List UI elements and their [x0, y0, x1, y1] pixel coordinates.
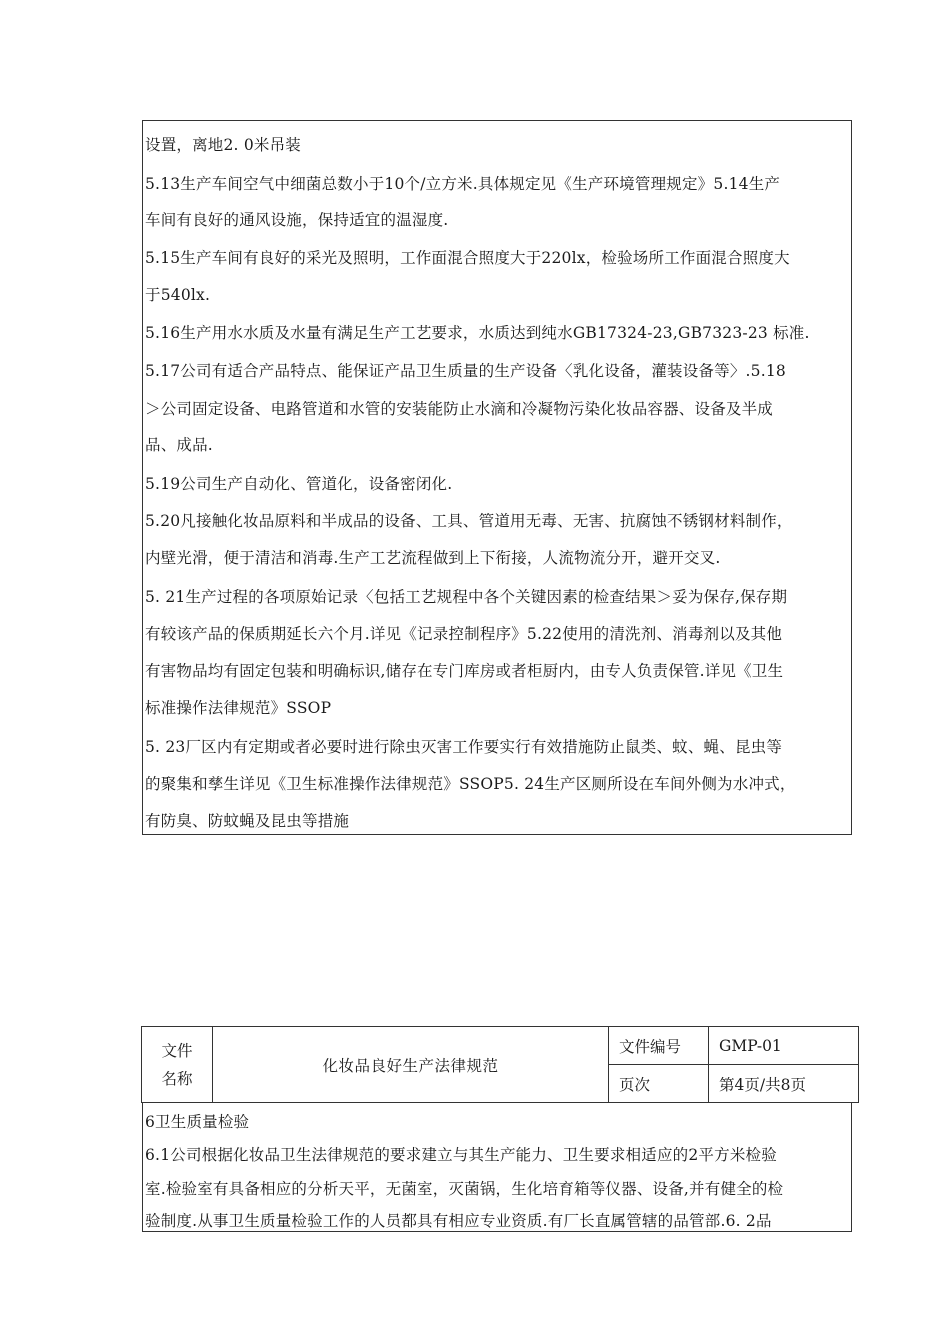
- text-line: 5. 23厂区内有定期或者必要时进行除虫灭害工作要实行有效措施防止鼠类、蚊、蝇、昆虫等: [145, 738, 783, 756]
- text-line: 室.检验室有具备相应的分析天平，无菌室，灭菌锅，生化培育箱等仪器、设备,并有健全的检: [145, 1180, 784, 1198]
- text-line: 验制度.从事卫生质量检验工作的人员都具有相应专业资质.有厂长直属管辖的品管部.6. 2品: [145, 1212, 772, 1230]
- page-value: 第4页/共8页: [709, 1065, 859, 1103]
- file-name-label-line1: 文件: [161, 1041, 193, 1060]
- text-line: 5.20凡接触化妆品原料和半成品的设备、工具、管道用无毒、无害、抗腐蚀不锈钢材料制作，: [145, 512, 793, 530]
- document-header-table: [141, 1026, 859, 1103]
- file-name-label-line2: 名称: [161, 1069, 193, 1088]
- text-line: 5.19公司生产自动化、管道化，设备密闭化.: [145, 475, 453, 493]
- text-line: 于540lx.: [145, 286, 211, 304]
- text-line: 有较该产品的保质期延长六个月.详见《记录控制程序》5.22使用的清洗剂、消毒剂以及其他: [145, 625, 783, 643]
- text-line: 5.13生产车间空气中细菌总数小于10个/立方米.具体规定见《生产环境管理规定》5.14生产: [145, 175, 781, 193]
- text-line: 5.17公司有适合产品特点、能保证产品卫生质量的生产设备〈乳化设备，灌装设备等〉.5.18: [145, 362, 786, 380]
- text-line: 5. 21生产过程的各项原始记录〈包括工艺规程中各个关键因素的检查结果＞妥为保存,保存期: [145, 588, 788, 606]
- text-line: 标准操作法律规范》SSOP: [145, 699, 332, 717]
- text-line: 5.16生产用水水质及水量有满足生产工艺要求，水质达到纯水GB17324-23,GB7323-23 标准.: [145, 324, 810, 342]
- text-line: 的聚集和孳生详见《卫生标准操作法律规范》SSOP5. 24生产区厕所设在车间外侧为水冲式，: [145, 775, 796, 793]
- text-line: ＞公司固定设备、电路管道和水管的安装能防止水滴和冷凝物污染化妆品容器、设备及半成: [145, 400, 774, 418]
- section5-content-box: [142, 120, 852, 835]
- text-line: 设置，离地2. 0米吊装: [145, 136, 301, 154]
- section6-content-box: [142, 1102, 852, 1232]
- text-line: 车间有良好的通风设施，保持适宜的温湿度.: [145, 211, 449, 229]
- text-line: 内壁光滑，便于清洁和消毒.生产工艺流程做到上下衔接，人流物流分开，避开交叉.: [145, 549, 721, 567]
- page-label: 页次: [609, 1065, 709, 1103]
- text-line: 5.15生产车间有良好的采光及照明，工作面混合照度大于220lx，检验场所工作面混合照度大: [145, 249, 790, 267]
- text-line: 品、成品.: [145, 436, 213, 454]
- text-line: 有害物品均有固定包装和明确标识,储存在专门库房或者柜厨内，由专人负责保管.详见《卫生: [145, 662, 784, 680]
- text-line: 有防臭、防蚊蝇及昆虫等措施: [145, 812, 350, 830]
- document-title: 化妆品良好生产法律规范: [213, 1027, 609, 1103]
- file-name-label-cell: [142, 1027, 213, 1103]
- doc-number-label: 文件编号: [609, 1027, 709, 1065]
- doc-number-value: GMP-01: [709, 1027, 859, 1065]
- text-line: 6.1公司根据化妆品卫生法律规范的要求建立与其生产能力、卫生要求相适应的2平方米检验: [145, 1146, 777, 1164]
- section6-heading: 6卫生质量检验: [145, 1113, 250, 1131]
